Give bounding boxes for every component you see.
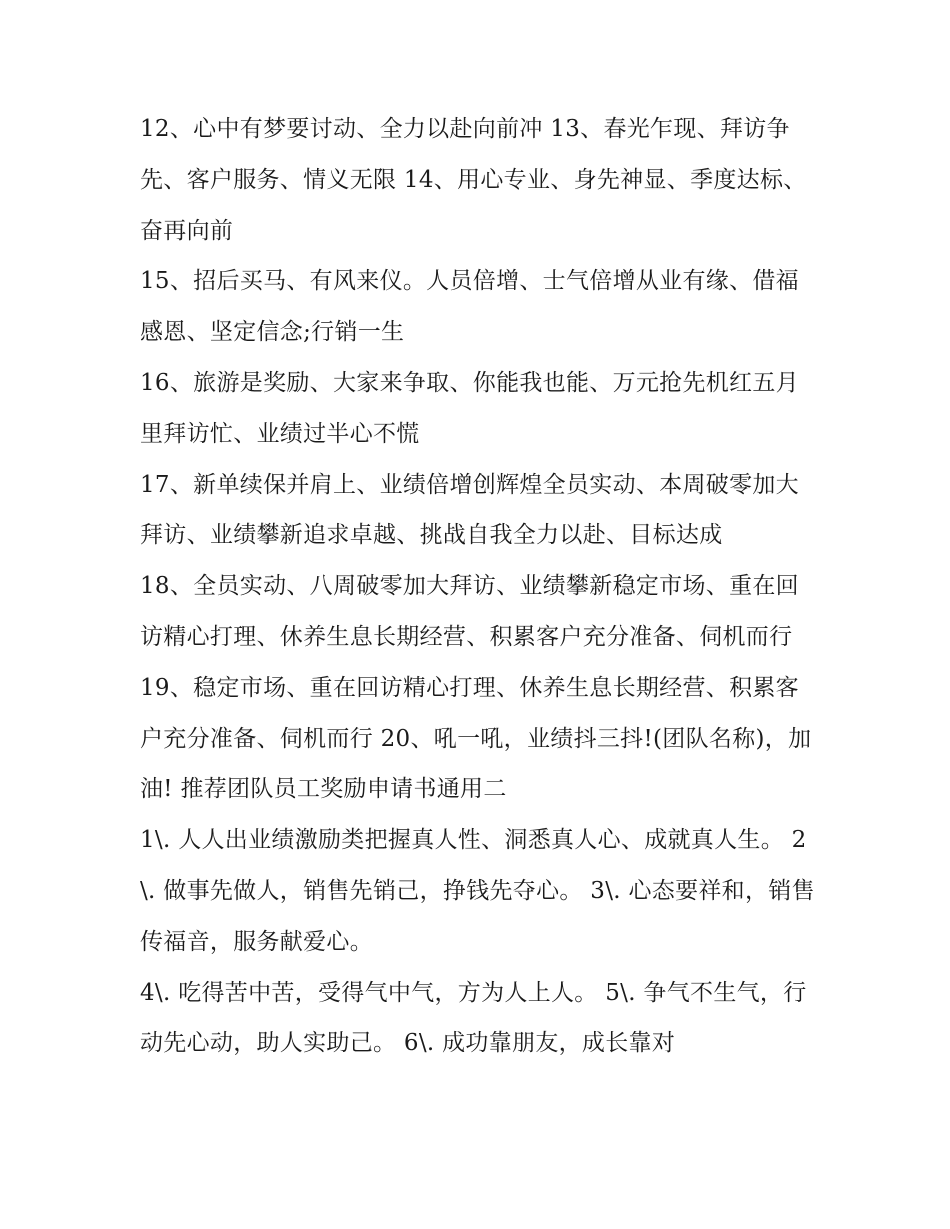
paragraph-15: 15、招后买马、有风来仪。人员倍增、士气倍增从业有缘、借福感恩、坚定信念;行销一生 — [140, 268, 799, 346]
document-body — [140, 104, 820, 1069]
paragraph-19-20: 19、稳定市场、重在回访精心打理、休养生息长期经营、积累客户充分准备、伺机而行 20、吼一吼，业绩抖三抖!(团队名称)，加油! 推荐团队员工奖励申请书通用二 — [140, 674, 812, 803]
paragraph-18: 18、全员实动、八周破零加大拜访、业绩攀新稳定市场、重在回访精心打理、休养生息长期经营、积累客户充分准备、伺机而行 — [140, 573, 799, 650]
paragraph-12-14: 12、心中有梦要讨动、全力以赴向前冲 13、春光乍现、拜访争先、客户服务、情义无限 14、用心专业、身先神显、季度达标、奋再向前 — [140, 116, 807, 244]
paragraph-slogans-1-3: 1\. 人人出业绩激励类把握真人性、洞悉真人心、成就真人生。 2\. 做事先做人，销售先销己，挣钱先夺心。 3\. 心态要祥和，销售传福音，服务献爱心。 — [140, 827, 815, 955]
paragraph-16: 16、旅游是奖励、大家来争取、你能我也能、万元抢先机红五月里拜访忙、业绩过半心不慌 — [140, 369, 799, 447]
paragraph-17: 17、新单续保并肩上、业绩倍增创辉煌全员实动、本周破零加大拜访、业绩攀新追求卓越、挑战自我全力以赴、目标达成 — [140, 471, 799, 549]
paragraph-slogans-4-6: 4\. 吃得苦中苦，受得气中气，方为人上人。 5\. 争气不生气，行动先心动，助人实助己。 6\. 成功靠朋友，成长靠对 — [140, 979, 807, 1057]
